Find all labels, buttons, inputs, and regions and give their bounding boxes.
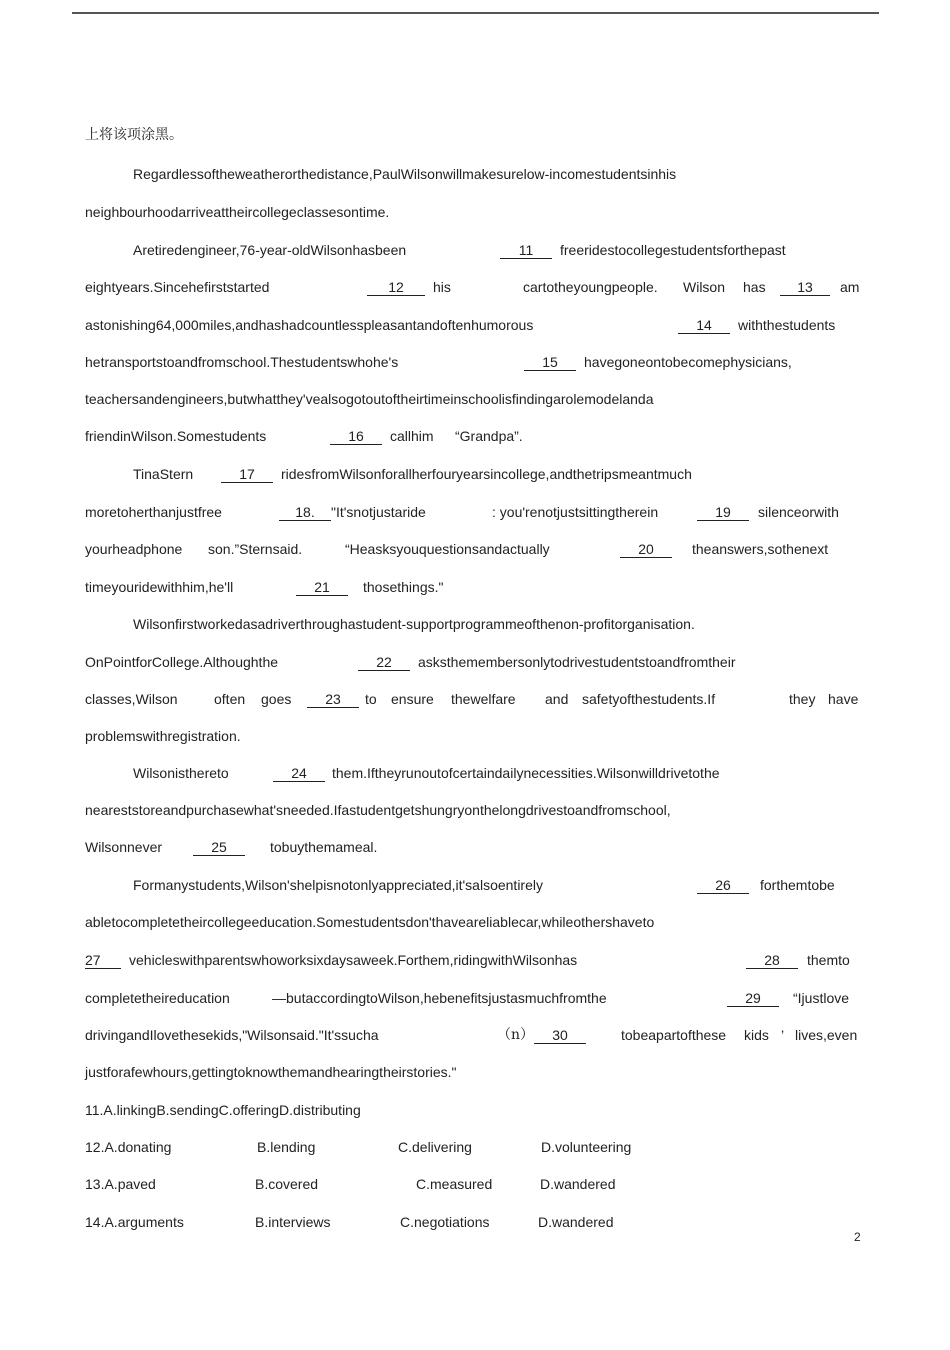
text-segment: : you'renotjustsittingtherein [492, 504, 659, 520]
blank-24: 24 [273, 764, 325, 782]
text-segment: themto [807, 952, 850, 968]
text-segment: （n） [497, 1027, 535, 1043]
text-line: completetheireducation [85, 990, 230, 1006]
blank-15: 15 [524, 353, 576, 371]
text-segment: theanswers,sothenext [692, 541, 829, 557]
blank-25: 25 [193, 838, 245, 856]
text-line [85, 278, 269, 296]
blank-17: 17 [221, 465, 273, 483]
text-line: Wilsonfirstworkedasadriverthroughastudent-supportprogrammeofthenon-profitorganisation. [133, 616, 695, 632]
text-line: yourheadphone [85, 541, 183, 557]
blank-12: 12 [367, 278, 425, 296]
text-line: TinaStern [133, 466, 194, 482]
blank-26: 26 [697, 876, 749, 894]
text-line: moretoherthanjustfree [85, 504, 222, 520]
text-segment: “Grandpa”. [455, 428, 523, 444]
option-13b: B.covered [255, 1176, 319, 1192]
text-segment: “Heasksyouquestionsandactually [345, 541, 550, 557]
text-segment: "It'snotjustaride [331, 504, 426, 520]
text-segment: withthestudents [738, 317, 836, 333]
text-line [560, 241, 786, 259]
text-line: classes,Wilson [85, 691, 178, 707]
blank-20: 20 [620, 540, 672, 558]
text-segment: silenceorwith [758, 504, 839, 520]
option-12b: B.lending [257, 1139, 316, 1155]
text-line: teachersandengineers,butwhatthey'vealsogotoutoftheirtimeinschoolisfindingarolemodelanda [85, 391, 654, 407]
blank-28: 28 [746, 951, 798, 969]
text-segment: safetyofthestudents.If [582, 691, 716, 707]
text-line: drivingandIlovethesekids,"Wilsonsaid."It'ssucha [85, 1027, 379, 1043]
text-segment: neighbourhoodarriveattheircollegeclassesontime. [85, 204, 390, 220]
top-rule [72, 12, 879, 14]
text-line [133, 165, 676, 183]
text-line: OnPointforCollege.Althoughthe [85, 654, 279, 670]
option-line-11: 11.A.linkingB.sendingC.offeringD.distributing [85, 1102, 361, 1118]
text-segment: ensure [391, 691, 434, 707]
text-segment: asksthemembersonlytodrivestudentstoandfromtheir [418, 654, 736, 670]
text-line [85, 203, 389, 221]
option-14c: C.negotiations [400, 1214, 490, 1230]
page-number: 2 [854, 1230, 861, 1244]
text-segment: son.”Sternsaid. [208, 541, 303, 557]
text-segment: Wilson [683, 279, 726, 295]
text-segment: tobuythemameal. [270, 839, 378, 855]
text-segment: to [365, 691, 377, 707]
blank-21: 21 [296, 578, 348, 596]
blank-16: 16 [330, 427, 382, 445]
option-13d: D.wandered [540, 1176, 616, 1192]
text-segment: am [840, 279, 860, 295]
text-line: astonishing64,000miles,andhashadcountlesspleasantandoftenhumorous [85, 317, 534, 333]
blank-29: 29 [727, 989, 779, 1007]
blank-23: 23 [307, 690, 359, 708]
text-segment: often [214, 691, 246, 707]
option-12d: D.volunteering [541, 1139, 632, 1155]
text-segment: vehicleswithparentswhoworksixdaysaweek.Forthem,ridingwithWilsonhas [129, 952, 578, 968]
text-segment: them.Iftheyrunoutofcertaindailynecessities.Wilsonwilldrivetothe [332, 765, 720, 781]
text-segment: cartotheyoungpeople. [523, 279, 658, 295]
text-line: Wilsonistheretо [133, 765, 229, 781]
text-segment: has [743, 279, 766, 295]
text-segment: have [828, 691, 859, 707]
text-line: abletocompletetheircollegeeducation.Somestudentsdon'thaveareliablecar,whileothershaveto [85, 914, 655, 930]
text-segment: goes [261, 691, 292, 707]
option-13c: C.measured [416, 1176, 493, 1192]
text-segment: thewelfare [451, 691, 516, 707]
text-segment: thosethings." [363, 579, 444, 595]
text-segment: forthemtobe [760, 877, 835, 893]
blank-18: 18. [279, 503, 331, 521]
text-segment: his [433, 279, 451, 295]
option-12c: C.delivering [398, 1139, 472, 1155]
text-line: neareststoreandpurchasewhat'sneeded.Ifastudentgetshungryonthelongdrivestoandfromschool, [85, 802, 671, 818]
text-line [133, 241, 406, 259]
text-segment: Regardlessoftheweatherorthedistance,PaulWilsonwillmakesurelow-incomestudentsinhis [133, 166, 677, 182]
text-segment: “Ijustlove [793, 990, 850, 1006]
text-line: justforafewhours,gettingtoknowthemandhearingtheirstories." [85, 1064, 457, 1080]
text-segment: and [545, 691, 569, 707]
text-segment: Aretiredengineer,76-year-oldWilsonhasbeen [133, 242, 407, 258]
header-fragment: 上将该项涂黑。 [85, 127, 183, 143]
text-segment: callhim [390, 428, 434, 444]
text-segment: freeridestocollegestudentsforthepast [560, 242, 786, 258]
option-12a: 12.A.donating [85, 1139, 172, 1155]
text-line: Wilsonnever [85, 839, 163, 855]
text-segment: kids [744, 1027, 769, 1043]
text-segment: lives,even [795, 1027, 858, 1043]
option-14a: 14.A.arguments [85, 1214, 184, 1230]
text-segment: they [789, 691, 816, 707]
text-line: friendinWilson.Somestudents [85, 428, 267, 444]
text-segment: ’ [781, 1027, 785, 1043]
text-segment: tobeapartofthese [621, 1027, 727, 1043]
text-segment: ridesfromWilsonforallherfouryearsincollege,andthetripsmeantmuch [281, 466, 692, 482]
text-line: Formanystudents,Wilson'shelpisnotonlyappreciated,it'salsoentirely [133, 877, 543, 893]
text-segment: havegoneontobecomephysicians, [584, 354, 792, 370]
blank-11: 11 [500, 241, 552, 259]
option-14b: B.interviews [255, 1214, 331, 1230]
blank-22: 22 [358, 653, 410, 671]
blank-27: 27 [85, 951, 121, 969]
blank-30: 30 [534, 1026, 586, 1044]
option-14d: D.wandered [538, 1214, 614, 1230]
text-line: timeyouridewithhim,he'll [85, 579, 234, 595]
option-13a: 13.A.paved [85, 1176, 156, 1192]
text-line: problemswithregistration. [85, 728, 241, 744]
text-line: hetransportstoandfromschool.Thestudentswhohe's [85, 354, 399, 370]
blank-19: 19 [697, 503, 749, 521]
text-segment: —butaccordingtoWilson,hebenefitsjustasmuchfromthe [272, 990, 607, 1006]
blank-13: 13 [780, 278, 830, 296]
blank-14: 14 [678, 316, 730, 334]
text-segment: eightyears.Sincehefirststarted [85, 279, 270, 295]
